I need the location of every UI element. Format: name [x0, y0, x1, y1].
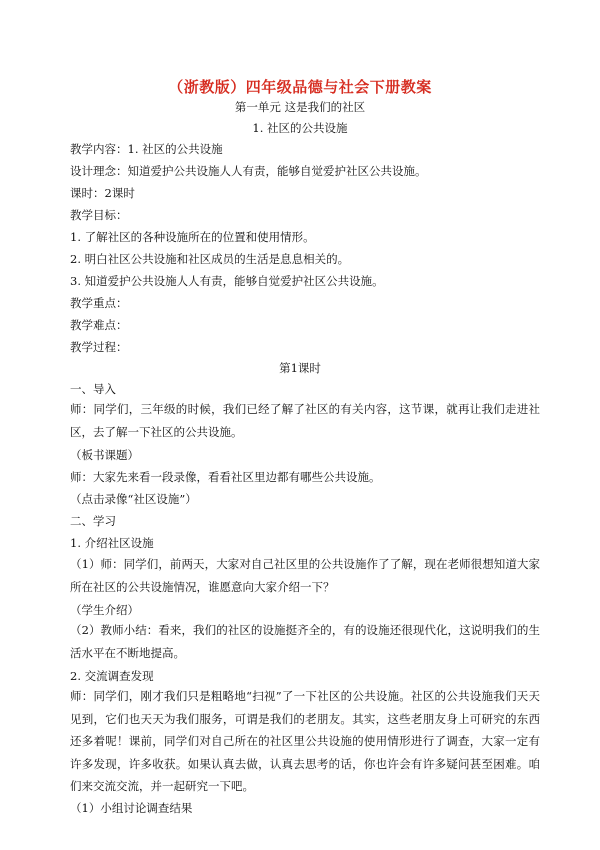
process-label: 教学过程： [70, 340, 128, 354]
paragraph: （1）师：同学们，前两天，大家对自己社区里的公共设施作了了解，现在老师很想知道大家所在社区的公共设施情况，谁愿意向大家介绍一下？ [70, 557, 540, 594]
goal-item: 2. 明白社区公共设施和社区成员的生活是息息相关的。 [70, 252, 350, 266]
key-points-label: 教学重点： [70, 296, 128, 310]
board-note: （板书课题） [70, 448, 139, 462]
group-note: （1）小组讨论调查结果 [70, 801, 193, 815]
teaching-content: 教学内容：1. 社区的公共设施 [70, 142, 223, 156]
subsection-heading: 1. 介绍社区设施 [70, 536, 154, 550]
design-idea: 设计理念：知道爱护公共设施人人有责，能够自觉爱护社区公共设施。 [70, 164, 427, 178]
student-note: （学生介绍） [70, 603, 139, 617]
section-heading: 一、导入 [70, 382, 116, 396]
paragraph: 师：同学们，三年级的时候，我们已经了解了社区的有关内容，这节课，就再让我们走进社区，去了解一下社区的公共设施。 [70, 402, 540, 439]
goal-item: 1. 了解社区的各种设施所在的位置和使用情形。 [70, 230, 315, 244]
goals-label: 教学目标： [70, 208, 128, 222]
class-hours: 课时：2课时 [70, 186, 135, 200]
paragraph: （2）教师小结：看来，我们的社区的设施挺齐全的，有的设施还很现代化，这说明我们的生活水平在不断地提高。 [70, 623, 540, 660]
paragraph: 师：大家先来看一段录像，看看社区里边都有哪些公共设施。 [70, 470, 381, 484]
video-note: （点击录像“社区设施”） [70, 492, 197, 506]
period-heading: 第1课时 [279, 361, 321, 375]
difficulties-label: 教学难点： [70, 318, 128, 332]
goal-item: 3. 知道爱护公共设施人人有责，能够自觉爱护社区公共设施。 [70, 274, 384, 288]
unit-heading: 第一单元 这是我们的社区 [234, 100, 366, 114]
lesson-heading: 1. 社区的公共设施 [252, 121, 348, 135]
document-title: （浙教版）四年级品德与社会下册教案 [168, 78, 432, 96]
section-heading: 二、学习 [70, 514, 116, 528]
paragraph: 师：同学们，刚才我们只是粗略地“扫视”了一下社区的公共设施。社区的公共设施我们天天见到，它们也天天为我们服务，可谓是我们的老朋友。其实，这些老朋友身上可研究的东西还多着呢！课前，同学们对自己所在的社区里公共设施的使用情形进行了调查，大家一定有许多发现，许多收获。如果认真去做，认真去思考的话，你也许会有许多疑问甚至困难。咱们来交流交流，并一起研究一下吧。 [70, 689, 540, 793]
subsection-heading: 2. 交流调查发现 [70, 669, 154, 683]
